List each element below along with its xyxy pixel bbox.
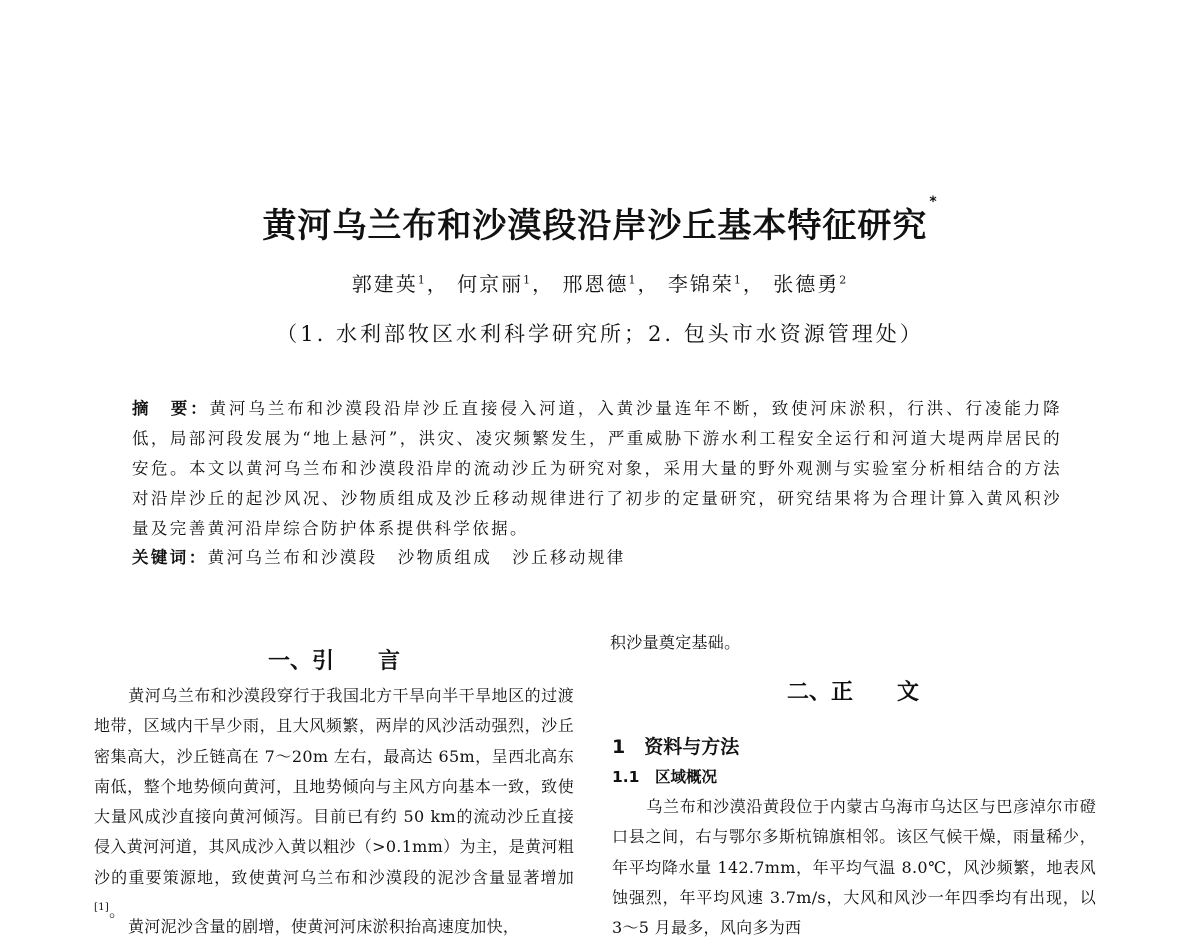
keywords (132, 544, 1062, 568)
title-footnote-mark: * (929, 194, 938, 210)
section-heading-main-text: 二、正 文 (786, 680, 919, 705)
abstract-label: 摘 要： (132, 399, 210, 418)
abstract (132, 394, 1062, 544)
section-heading-introduction: 一、引 言 (267, 649, 400, 674)
author-list: 郭建英$^1$， 何京丽$^1$， 邢恩德$^1$， 李锦荣$^1$， 张德勇$^2$ (351, 272, 849, 296)
keyword: 沙物质组成 (397, 548, 493, 567)
abstract-text: 黄河乌兰布和沙漠段沿岸沙丘直接侵入河道，入黄沙量连年不断，致使河床淤积，行洪、行凌能力降低，局部河段发展为“地上悬河”，洪灾、凌灾频繁发生，严重威胁下游水利工程安全运行和河道大堤两岸居民的安危。本文以黄河乌兰布和沙漠段沿岸的流动沙丘为研究对象，采用大量的野外观测与实验室分析相结合的方法对沿岸沙丘的起沙风况、沙物质组成及沙丘移动规律进行了初步的定量研究，研究结果将为合理计算入黄风积沙量及完善黄河沿岸综合防护体系提供科学依据。 (132, 399, 1062, 538)
keyword: 黄河乌兰布和沙漠段 (207, 548, 378, 567)
paper-title (0, 194, 1200, 247)
author: 李锦荣$^1$ (667, 272, 743, 296)
author: 张德勇$^2$ (773, 272, 849, 296)
keywords-label: 关键词： (132, 548, 208, 567)
intro-paragraph-2: 黄河泥沙含量的剧增，使黄河河床淤积抬高速度加快， (128, 917, 520, 936)
paper-title-text: 黄河乌兰布和沙漠段沿岸沙丘基本特征研究 (262, 206, 928, 246)
continued-text: 积沙量奠定基础。 (610, 633, 741, 652)
author: 何京丽$^1$ (457, 272, 533, 296)
intro-paragraph-1: 黄河乌兰布和沙漠段穿行于我国北方干旱向半干旱地区的过渡地带，区域内干旱少雨，且大风频繁，两岸的风沙活动强烈，沙丘密集高大，沙丘链高在 7～20m 左右，最高达 65m，呈西北高东南低，整个地势倾向黄河，且地势倾向与主风方向基本一致，致使大量风成沙直接向黄河倾泻。目前已有约 50 km的流动沙丘直接侵入黄河河道，其风成沙入黄以粗沙（>0.1mm）为主，是黄河粗沙的重要策源地，致使黄河乌兰布和沙漠段的泥沙含量显著增加[1]。 (94, 686, 574, 921)
subsection-heading: 1 资料与方法 (612, 736, 740, 758)
author: 郭建英$^1$ (351, 272, 427, 296)
subsubsection-heading: 1.1 区域概况 (612, 768, 717, 786)
author: 邢恩德$^1$ (562, 272, 638, 296)
affiliations: （1. 水利部牧区水利科学研究所；2. 包头市水资源管理处） (276, 322, 924, 346)
citation-ref: [1] (94, 902, 110, 914)
region-overview-paragraph: 乌兰布和沙漠沿黄段位于内蒙古乌海市乌达区与巴彦淖尔市磴口县之间，右与鄂尔多斯杭锦旗相邻。该区气候干燥，雨量稀少，年平均降水量 142.7mm，年平均气温 8.0℃，风沙频繁，地表风蚀强烈，年平均风速 3.7m/s，大风和风沙一年四季均有出现，以 3～5 月最多，风向多为西 (612, 797, 1096, 938)
keyword: 沙丘移动规律 (512, 548, 626, 567)
